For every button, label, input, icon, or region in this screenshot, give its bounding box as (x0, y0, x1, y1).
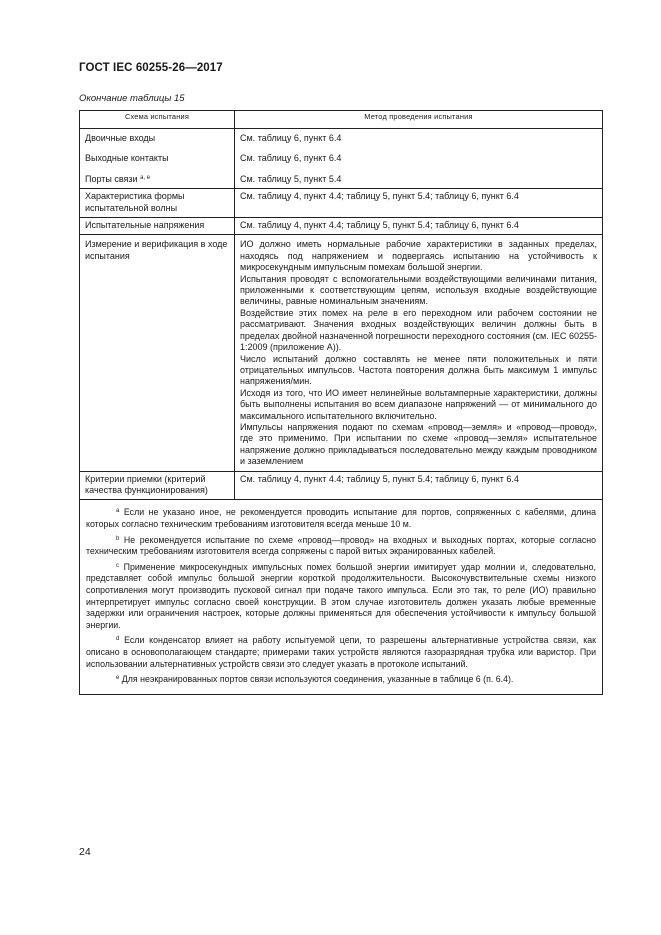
table-row (80, 235, 603, 471)
footnote: $^е$ Для неэкранированных портов связи используются соединения, указанные в таблице 6 (п. 6.4). (116, 674, 514, 685)
method-paragraph: Исходя из того, что ИО имеет нелинейные вольтамперные характеристики, должны быть выполнены испытания во всем диапазоне напряжений — от минимального до максимального испытательного включительно. (240, 387, 597, 421)
table-row (80, 471, 603, 500)
row-label: Двоичные входы Выходные контакты Порты связи $^{а, е}$ (85, 133, 169, 184)
footnote-mark: с (116, 562, 119, 569)
footnote: $^b$ Не рекомендуется испытание по схеме «провод—провод» на входных и выходных портах, которые согласно техническим требованиям изготовителя всегда сопряжены с парой витых экранированных кабелей. (86, 534, 596, 557)
table-header-row (80, 111, 603, 129)
footnote-mark: d (116, 636, 120, 643)
row-label: Характеристика формы испытательной волны (85, 191, 185, 213)
method-paragraph: ИО должно иметь нормальные рабочие характеристики в заданных пределах, находясь под напряжением и подвергаясь испытанию на устойчивость к микросекундным импульсным помехам большой энергии. (240, 239, 597, 273)
footnote: $^с$ Применение микросекундных импульсных помех большой энергии имитирует удар молнии и, следовательно, представляет собой импульс большой энергии короткой продолжительности. Высокочувствительные схемы низкого сопротивления могут производить пусковой сигнал при подаче такого импульса. Если это так, то реле (ИО) правильно интерпретирует импульс согласно своей конструкции. В этом случае изготовитель должен указать любые временные задержки или ограничения настроек, которые должны применяться для обеспечения устойчивости к импульсу большой энергии. (86, 561, 596, 630)
footnote-mark: е (116, 675, 120, 682)
footnote: $^а$ Если не указано иное, не рекомендуется проводить испытание для портов, сопряженных с кабелями, длина которых согласно техническим требованиям изготовителя всегда меньше 10 м. (86, 507, 596, 529)
table-caption: Окончание таблицы 15 (79, 93, 185, 104)
col-header-scheme: Схема испытания (80, 111, 235, 129)
method-paragraph: Импульсы напряжения подают по схемам «провод—земля» и «провод—провод», где это применимо. При испытании по схеме «провод—земля» испытательное напряжение должно прикладываться последовательно между каждым проводником и заземлением (240, 421, 597, 467)
row-method: См. таблицу 6, пункт 6.4 См. таблицу 6, пункт 6.4 См. таблицу 5, пункт 5.4 (240, 133, 342, 184)
row-label: Испытательные напряжения (85, 220, 205, 231)
method-paragraph: Воздействие этих помех на реле в его переходном или рабочем состоянии не рассматривают. Значения входных воздействующих величин должны быть в пределах двойной назначенной погрешности переходного состояния (см. IEC 60255-1:2009 (приложение А)). (240, 307, 597, 353)
row-method: См. таблицу 4, пункт 4.4; таблицу 5, пункт 5.4; таблицу 6, пункт 6.4 (240, 473, 519, 484)
table-row (80, 129, 603, 189)
footnote-ref: а, е (140, 174, 151, 181)
footnote-mark: а (116, 508, 120, 515)
col-header-method: Метод проведения испытания (235, 111, 603, 129)
method-paragraph: Испытания проводят с вспомогательными воздействующими величинами питания, приложенными к соответствующим цепям, используя входные воздействующие величины, равные номинальным значениям. (240, 273, 597, 307)
page-number: 24 (79, 846, 91, 858)
footnotes-row (80, 500, 603, 694)
standard-designation: ГОСТ IEC 60255-26—2017 (79, 62, 223, 74)
table-row (80, 189, 603, 218)
row-label: Критерии приемки (критерий качества функционирования) (85, 473, 208, 495)
row-method: См. таблицу 4, пункт 4.4; таблицу 5, пункт 5.4; таблицу 6, пункт 6.4 (240, 191, 519, 202)
row-label: Измерение и верификация в ходе испытания (85, 239, 228, 261)
footnote: $^d$ Если конденсатор влияет на работу испытуемой цепи, то разрешены альтернативные устройства связи, как описано в основополагающем стандарте; примерами таких устройств являются газоразрядная трубка или варистор. При использовании альтернативных устройств связи это следует указать в протоколе испытаний. (86, 635, 596, 669)
footnote-mark: b (116, 535, 120, 542)
row-method (235, 235, 602, 470)
row-method: См. таблицу 4, пункт 4.4; таблицу 5, пункт 5.4; таблицу 6, пункт 6.4 (240, 220, 519, 231)
method-paragraph: Число испытаний должно составлять не менее пяти положительных и пяти отрицательных импульсов. Частота повторения должна быть максимум 1 импульс напряжения/мин. (240, 353, 597, 387)
test-table (79, 110, 603, 695)
footnotes (80, 500, 602, 693)
table-row (80, 218, 603, 235)
